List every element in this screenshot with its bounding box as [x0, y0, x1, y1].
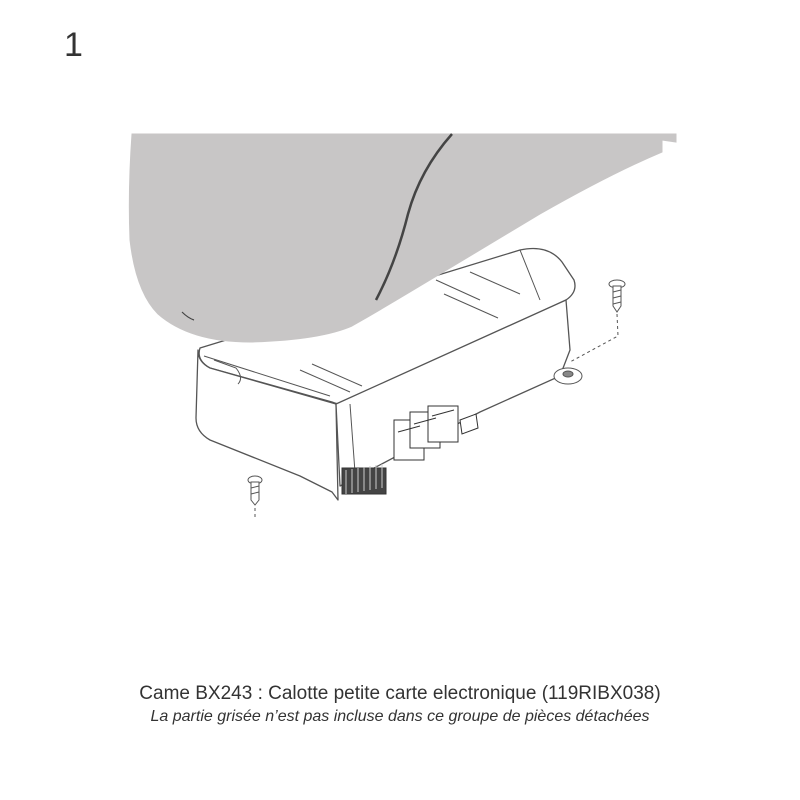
terminal-block-3: [428, 406, 458, 442]
caption: [0, 682, 800, 728]
screw-left: [248, 476, 262, 505]
screw-right: [609, 280, 625, 312]
step-number: 1: [64, 26, 83, 64]
mounting-hole-right: [554, 368, 582, 384]
caption-note: La partie grisée n’est pas incluse dans ce groupe de pièces détachées: [150, 708, 650, 725]
caption-title: Came BX243 : Calotte petite carte electronique (119RIBX038): [139, 683, 661, 704]
screw-right-guide-line: [570, 314, 618, 362]
